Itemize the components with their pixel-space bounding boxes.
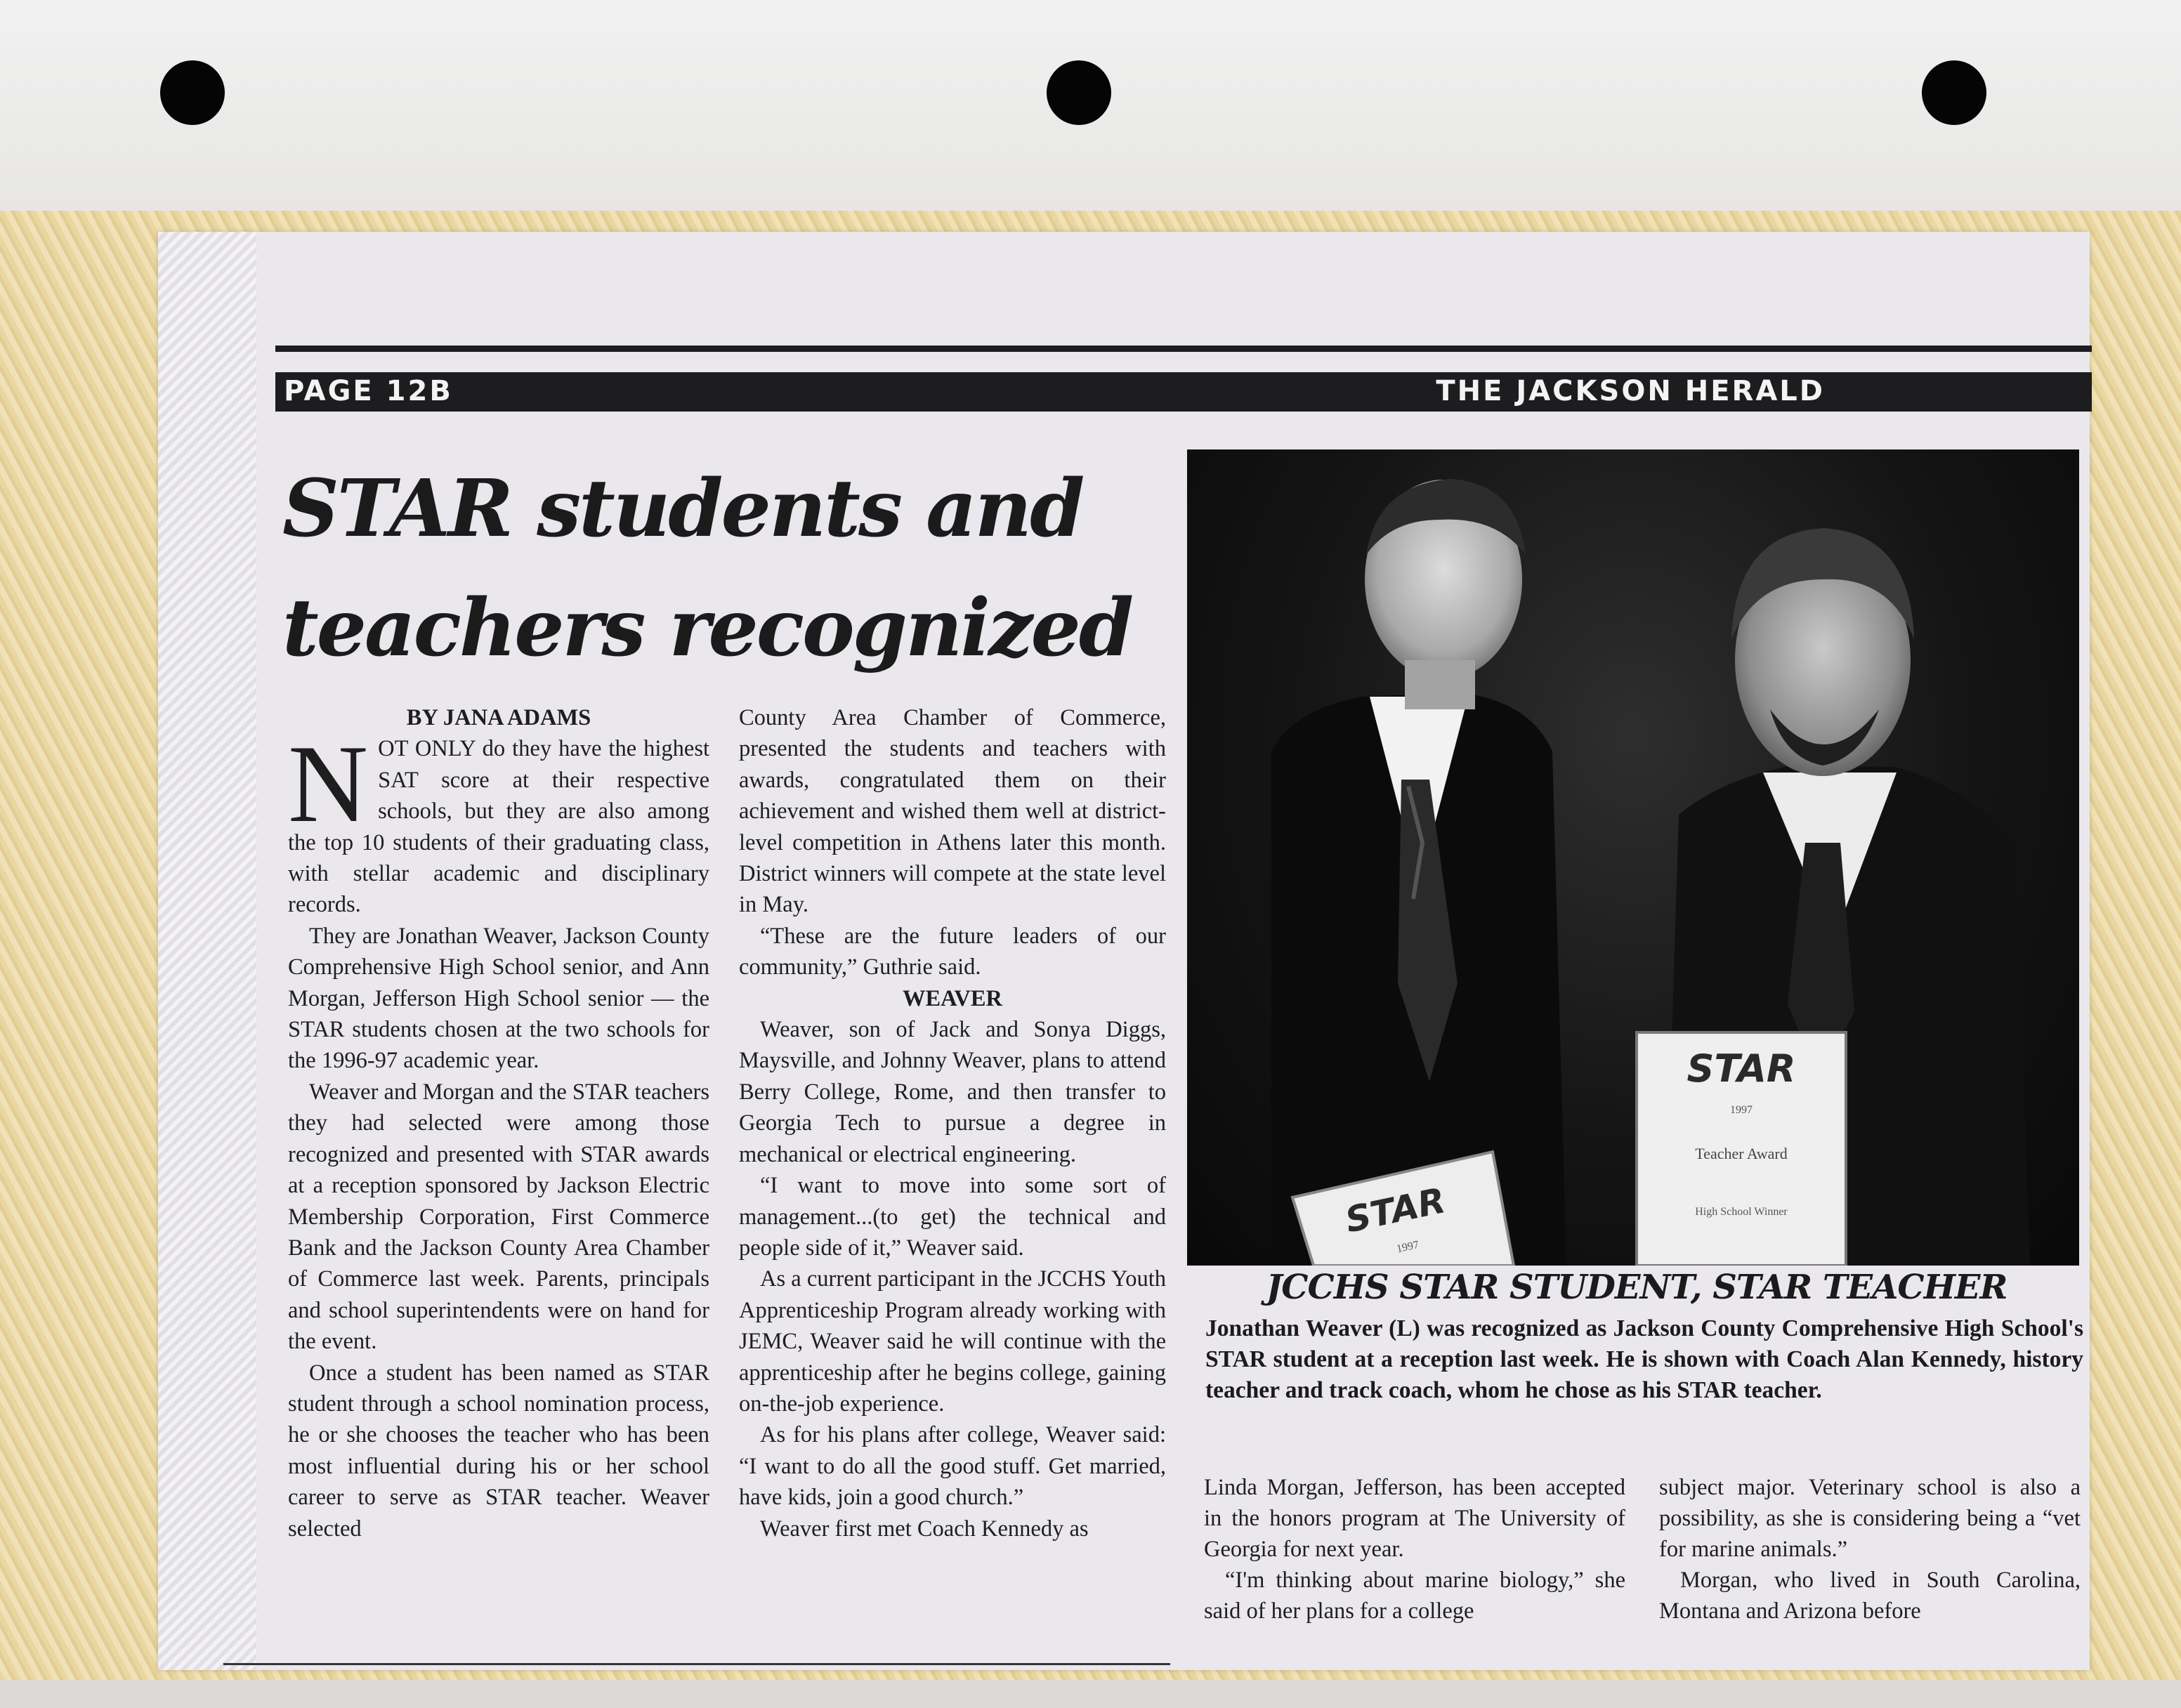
paragraph: County Area Chamber of Commerce, presented the students and teachers with awards, congratulated them on their achievement and wished them well at district-level competition in Athens later this month. District winners will compete at the state level in May. <box>739 705 1166 918</box>
byline: BY JANA ADAMS <box>406 705 591 730</box>
newspaper-name: THE JACKSON HERALD <box>1436 375 1825 407</box>
paragraph: Weaver, son of Jack and Sonya Diggs, Maysville, and Johnny Weaver, plans to attend Berry College, Rome, and then transfer to Georgia Tech to pursue a degree in mechanical or electrical engineering. <box>739 1017 1166 1167</box>
scan-bottom-strip <box>0 1680 2181 1708</box>
plaque-small-logo: STAR <box>1342 1180 1449 1241</box>
lead-paragraph <box>288 723 709 920</box>
student-figure <box>1271 479 1566 1266</box>
page-number: PAGE 12B <box>284 375 453 407</box>
section-subhead: WEAVER <box>902 985 1003 1011</box>
paragraph: Morgan, who lived in South Carolina, Montana and Arizona before <box>1659 1568 2081 1624</box>
paragraph: Linda Morgan, Jefferson, has been accepted in the honors program at The University of Georgia for next year. <box>1204 1475 1625 1562</box>
photo-caption-title: JCCHS STAR STUDENT, STAR TEACHER <box>1266 1268 2008 1307</box>
article-column-4 <box>1659 1472 2081 1627</box>
paragraph: They are Jonathan Weaver, Jackson County Comprehensive High School senior, and Ann Morgan, Jefferson High School senior — the STAR students chosen at the two schools for the 1996-97 academic year. <box>288 923 709 1074</box>
paragraph: As a current participant in the JCCHS Youth Apprenticeship Program already working with JEMC, Weaver said he will continue with the apprenticeship after he begins college, gaining on-the-job experience. <box>739 1266 1166 1417</box>
paragraph: Weaver first met Coach Kennedy as <box>760 1516 1089 1542</box>
award-photo <box>1187 449 2079 1266</box>
binder-sheet <box>0 0 2181 218</box>
plaque-small-year: 1997 <box>1395 1238 1420 1256</box>
plaque-large-award: Teacher Award <box>1695 1145 1788 1162</box>
article-column-3 <box>1204 1472 1625 1627</box>
headline-line-1: STAR students and <box>282 463 1083 555</box>
article-column-1 <box>288 702 709 1544</box>
headline-line-2: teachers recognized <box>282 582 1132 674</box>
paragraph: Weaver and Morgan and the STAR teachers they had selected were among those recognized and presented with STAR awards at a reception sponsored by Jackson Electric Membership Corporation, First Commerce Bank and the Jackson County Area Chamber of Commerce last week. Parents, principals and school superintendents were on hand for the event. <box>288 1079 709 1355</box>
lead-text: OT ONLY do they have the highest SAT score at their respective schools, but they are also among the top 10 students of their graduating class, with stellar academic and disciplinary records. <box>288 736 709 918</box>
clipping-tape-edge <box>158 232 256 1670</box>
binder-hole-right <box>1922 60 1986 125</box>
article-headline <box>282 449 1188 688</box>
binder-hole-left <box>160 60 225 125</box>
plaque-large-logo: STAR <box>1686 1046 1796 1091</box>
quote-paragraph: “These are the future leaders of our community,” Guthrie said. <box>739 923 1166 980</box>
masthead-bar <box>275 372 2092 412</box>
plaque-large-winner: High School Winner <box>1695 1206 1788 1218</box>
paragraph: “I want to move into some sort of management...(to get) the technical and people side of it,” Weaver said. <box>739 1173 1166 1261</box>
article-column-2 <box>739 702 1166 1544</box>
paragraph: Once a student has been named as STAR student through a school nomination process, he or she chooses the teacher who has been most influential during his or her school career to serve as STAR teacher. Weaver selected <box>288 1360 709 1542</box>
clipping-bottom-rule <box>223 1663 1170 1665</box>
masthead-rule <box>275 346 2092 352</box>
paragraph: subject major. Veterinary school is also a possibility, as she is considering being a “vet for marine animals.” <box>1659 1475 2081 1562</box>
plaque-large <box>1637 1032 1846 1266</box>
drop-cap: N <box>288 723 369 846</box>
paragraph: “I'm thinking about marine biology,” she said of her plans for a college <box>1204 1568 1625 1624</box>
plaque-large-year: 1997 <box>1730 1104 1753 1116</box>
photo-illustration <box>1187 449 2079 1266</box>
binder-hole-center <box>1047 60 1111 125</box>
photo-caption-body: Jonathan Weaver (L) was recognized as Jackson County Comprehensive High School's STAR student at a reception last week. He is shown with Coach Alan Kennedy, history teacher and track coach, whom he chose as his STAR teacher. <box>1205 1315 2083 1403</box>
paragraph: As for his plans after college, Weaver said: “I want to do all the good stuff. Get married, have kids, join a good church.” <box>739 1422 1166 1511</box>
